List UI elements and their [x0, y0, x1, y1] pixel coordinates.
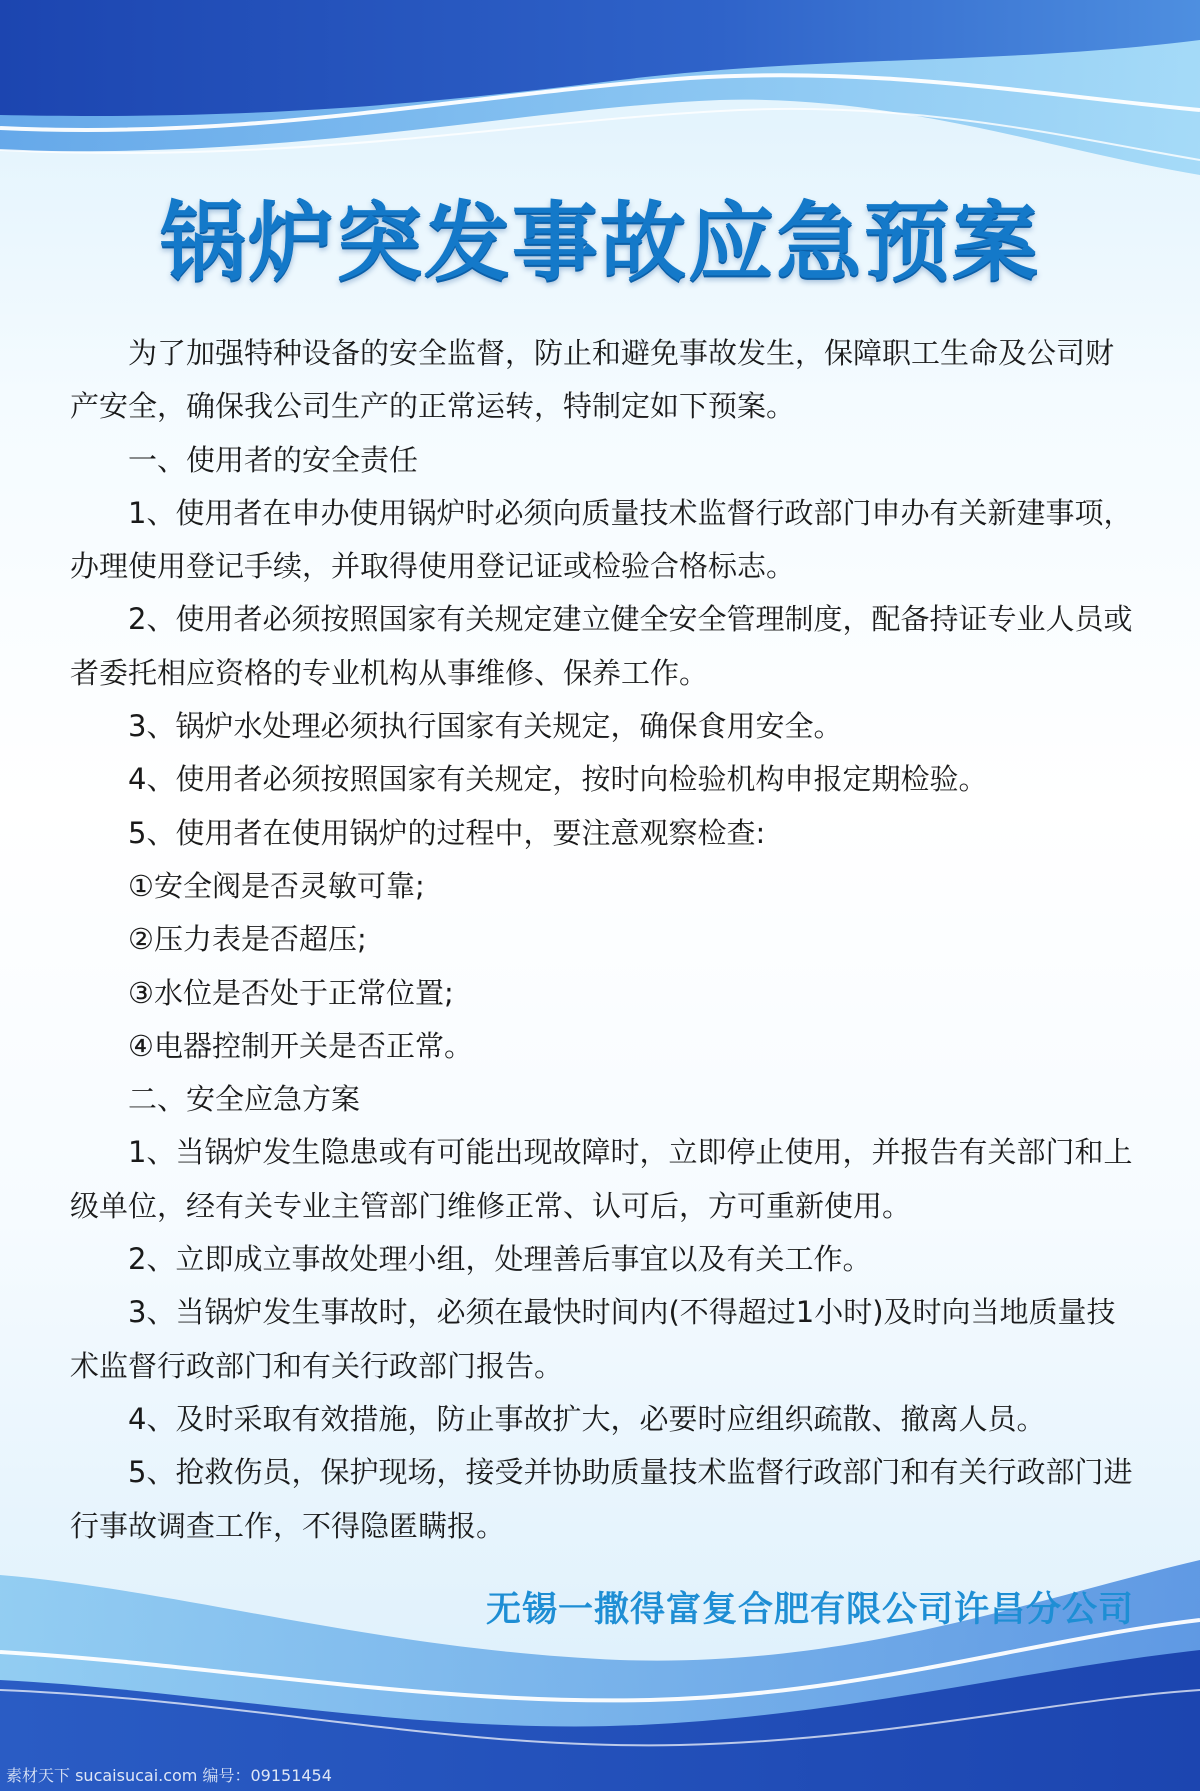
- checklist-item: ④电器控制开关是否正常。: [128, 1028, 473, 1063]
- paragraph: 4、及时采取有效措施，防止事故扩大，必要时应组织疏散、撤离人员。: [128, 1401, 1046, 1436]
- section-heading: 二、安全应急方案: [128, 1082, 361, 1117]
- paragraph: 为了加强特种设备的安全监督，防止和避免事故发生，保障职工生命及公司财产安全，确保我公司生产的正常运转，特制定如下预案。: [70, 336, 1115, 424]
- paragraph: 1、使用者在申办使用锅炉时必须向质量技术监督行政部门申办有关新建事项，办理使用登记手续，并取得使用登记证或检验合格标志。: [70, 495, 1133, 584]
- section-heading: 一、使用者的安全责任: [128, 442, 419, 477]
- paragraph: 4、使用者必须按照国家有关规定，按时向检验机构申报定期检验。: [128, 762, 988, 797]
- checklist-item: ②压力表是否超压;: [128, 922, 367, 957]
- paragraph: 3、锅炉水处理必须执行国家有关规定，确保食用安全。: [128, 709, 843, 744]
- watermark: 素材天下 sucaisucai.com 编号：09151454: [6, 1766, 332, 1785]
- checklist-item: ③水位是否处于正常位置;: [128, 975, 454, 1010]
- page-title: 锅炉突发事故应急预案: [160, 193, 1040, 293]
- paragraph: 3、当锅炉发生事故时，必须在最快时间内(不得超过1小时)及时向当地质量技术监督行政部门和有关行政部门报告。: [70, 1295, 1116, 1383]
- company-name: 无锡一撒得富复合肥有限公司许昌分公司: [485, 1590, 1134, 1630]
- paragraph: 1、当锅炉发生隐患或有可能出现故障时，立即停止使用，并报告有关部门和上级单位，经有关专业主管部门维修正常、认可后，方可重新使用。: [70, 1135, 1133, 1223]
- plan-body: [70, 327, 1134, 1553]
- paragraph: 5、使用者在使用锅炉的过程中，要注意观察检查:: [128, 815, 766, 850]
- checklist-item: ①安全阀是否灵敏可靠;: [128, 868, 425, 903]
- paragraph: 2、使用者必须按照国家有关规定建立健全安全管理制度，配备持证专业人员或者委托相应资格的专业机构从事维修、保养工作。: [70, 602, 1133, 690]
- paragraph: 5、抢救伤员，保护现场，接受并协助质量技术监督行政部门和有关行政部门进行事故调查工作，不得隐匿瞒报。: [70, 1455, 1133, 1543]
- paragraph: 2、立即成立事故处理小组，处理善后事宜以及有关工作。: [128, 1242, 872, 1277]
